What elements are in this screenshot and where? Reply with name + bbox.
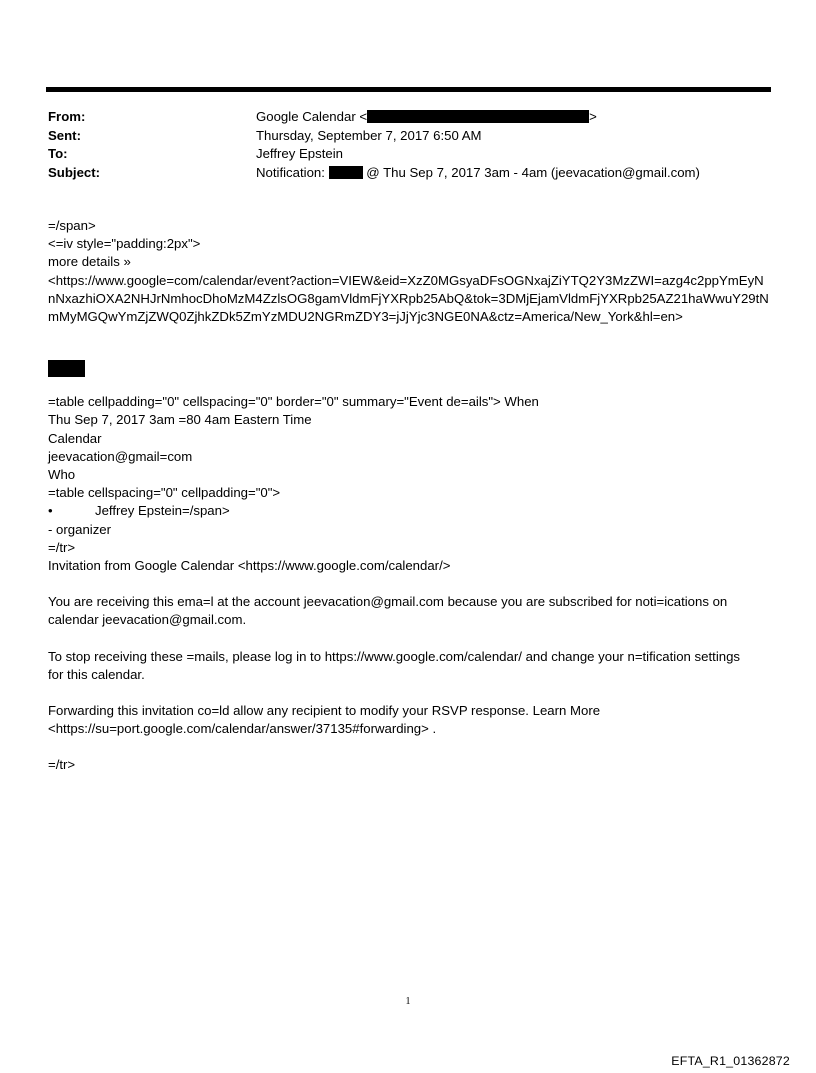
body-line: Forwarding this invitation co=ld allow any recipient to modify your RSVP response. Learn More [48, 703, 601, 719]
from-value [256, 108, 597, 127]
from-suffix: > [589, 109, 597, 124]
event-url-line: <https://www.google=com/calendar/event?action=VIEW&eid=XzZ0MGsyaDFsOGNxajZiYTQ2Y3MzZWI=azg4c2ppYmEyN [48, 272, 764, 288]
body-line: =table cellspacing="0" cellpadding="0"> [48, 485, 281, 501]
more-details-label: more details » [48, 254, 131, 270]
subject-value [256, 164, 700, 183]
to-value: Jeffrey Epstein [256, 146, 343, 162]
body-line: Calendar [48, 430, 102, 446]
body-line: - organizer [48, 521, 112, 537]
from-label: From: [48, 109, 86, 124]
invitation-line: Invitation from Google Calendar <https://www.google.com/calendar/> [48, 558, 451, 574]
redaction-box [48, 360, 85, 377]
sent-label: Sent: [48, 127, 81, 143]
body-line: <=iv style="padding:2px"> [48, 236, 201, 252]
body-line: =/tr> [48, 539, 76, 555]
bates-number: EFTA_R1_01362872 [671, 1054, 790, 1068]
email-body [48, 217, 778, 775]
body-line: =table cellpadding="0" cellspacing="0" border="0" summary="Event de=ails"> When [48, 394, 539, 410]
notice-paragraph [48, 702, 778, 738]
bullet-icon: • [48, 503, 53, 519]
body-line: =/span> [48, 218, 96, 233]
redaction-box [367, 110, 589, 123]
event-url-line: mMyMGQwYmZjZWQ0ZjhkZDk5ZmYzMDU2NGRmZDY3=jJjYjc3NGE0NA&ctz=America/New_York&hl=en> [48, 309, 683, 325]
body-line: <https://su=port.google.com/calendar/answer/37135#forwarding> . [48, 721, 437, 737]
calendar-email: jeevacation@gmail=com [48, 448, 193, 464]
event-url-line: nNxazhiOXA2NHJrNmhocDhoMzM4ZzlsOG8gamVldmFjYXRpb25AbQ&tok=3DMjEjamVldmFjYXRpb25AZ21haWwuY29tN [48, 290, 769, 306]
event-time: Thu Sep 7, 2017 3am =80 4am Eastern Time [48, 412, 312, 428]
subject-suffix: @ Thu Sep 7, 2017 3am - 4am (jeevacation@gmail.com) [366, 165, 700, 181]
header-rule [46, 87, 771, 92]
redaction-box [329, 166, 363, 179]
page-number: 1 [405, 996, 411, 1007]
body-line: =/tr> [48, 757, 76, 773]
notice-paragraph [48, 593, 778, 629]
to-label: To: [48, 146, 68, 162]
body-line: To stop receiving these =mails, please log in to https://www.google.com/calendar/ and change your n=tification settings [48, 648, 741, 664]
body-line: calendar jeevacation@gmail.com. [48, 612, 247, 628]
body-line: You are receiving this ema=l at the account jeevacation@gmail.com because you are subscribed for noti=ications on [48, 594, 728, 610]
subject-label: Subject: [48, 165, 101, 181]
attendee-item [48, 502, 778, 520]
body-line: Who [48, 467, 76, 483]
attendee-name: Jeffrey Epstein=/span> [95, 503, 230, 519]
notice-paragraph [48, 756, 778, 774]
sent-value: Thursday, September 7, 2017 6:50 AM [256, 127, 482, 143]
from-name: Google Calendar < [256, 109, 368, 124]
body-line: for this calendar. [48, 666, 145, 682]
notice-paragraph [48, 648, 778, 684]
subject-prefix: Notification: [256, 165, 325, 181]
